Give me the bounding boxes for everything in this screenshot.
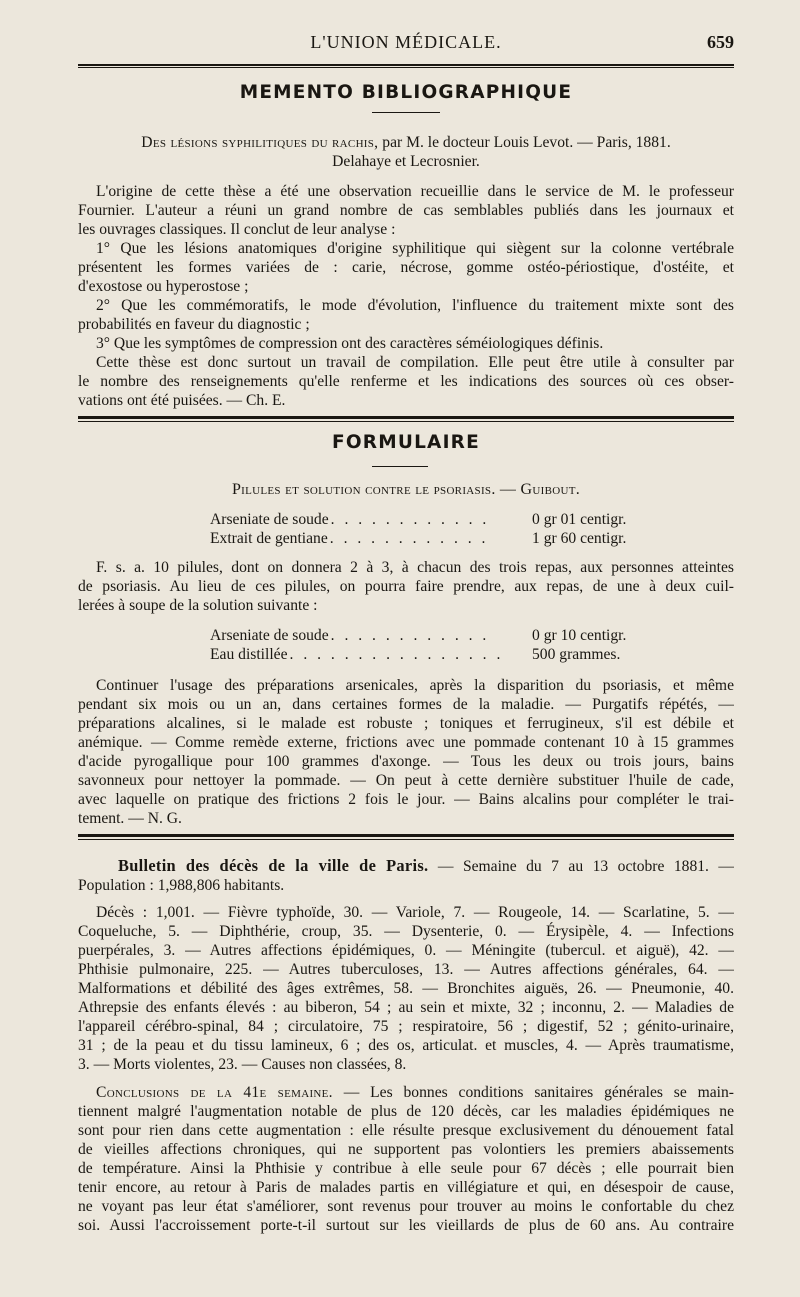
ingredient-quantity: 500 grammes.	[532, 646, 621, 663]
formulaire-subtitle: Pilules et solution contre le psoriasis. — Guibout.	[231, 481, 581, 498]
formulaire-subtitle-block	[78, 480, 734, 499]
text-line: 31 ; de la peau et du tissu lamineux, 6 ; des os, articulat. et muscles, 4. — Après traumatisme,	[78, 1037, 734, 1054]
ingredient-name: Arseniate de soude	[210, 627, 329, 644]
bulletin-heading	[78, 856, 734, 895]
text-line: tiennent malgré l'augmentation notable de plus de 120 décès, car les maladies épidémiques ne	[78, 1103, 734, 1120]
journal-title: L'UNION MÉDICALE.	[310, 32, 502, 52]
bulletin-deces	[78, 903, 734, 1074]
reference-title: Des lésions syphilitiques du rachis,	[141, 134, 379, 151]
text-line: pendant six mois ou un an, dans certaines formes de la maladie. — Purgatifs répétés, —	[78, 696, 734, 713]
section-rule-thin	[78, 421, 734, 422]
section-rule-thin	[78, 839, 734, 840]
text-line: l'appareil cérébro-spinal, 84 ; circulatoire, 75 ; respiratoire, 56 ; digestif, 52 ; génito-urinaire,	[78, 1018, 734, 1035]
text-line: F. s. a. 10 pilules, dont on donnera 2 à 3, à chacun des trois repas, aux personnes atteintes	[96, 559, 734, 576]
text-line: 1° Que les lésions anatomiques d'origine syphilitique qui siègent sur la colonne vertébrale	[96, 240, 734, 257]
text-line: soi. Aussi l'accroissement porte-t-il surtout sur les vieillards de plus de 60 ans. Au contraire	[78, 1217, 734, 1234]
formula-row	[210, 626, 660, 645]
conclusions-intro: — Les bonnes conditions sanitaires générales se main-	[332, 1084, 734, 1101]
bulletin-title: Bulletin des décès de la ville de Paris.	[118, 856, 429, 875]
text-line: de psoriasis. Au lieu de ces pilules, on pourra faire prendre, aux repas, de une à deux cuil-	[78, 578, 734, 595]
text-line: L'origine de cette thèse a été une observation recueillie dans le service de M. le professeur	[96, 183, 734, 200]
text-line: probabilités en faveur du diagnostic ;	[78, 316, 310, 333]
title-underline	[372, 466, 428, 467]
header-rule-thin	[78, 67, 734, 68]
formula-row	[210, 510, 660, 529]
text-line: lerées à soupe de la solution suivante :	[78, 597, 318, 614]
text-line: d'exostose ou hyperostose ;	[78, 278, 249, 295]
formula-row	[210, 645, 660, 664]
text-line: Phthisie pulmonaire, 225. — Autres tuberculoses, 13. — Autres affections générales, 64. —	[78, 961, 734, 978]
text-line: anémique. — Comme remède externe, frictions avec une pommade contenant 10 à 15 grammes	[78, 734, 734, 751]
text-line: savonneux pour nettoyer la pommade. — On peut à cette dernière substituer l'huile de cade,	[78, 772, 734, 789]
text-line: Continuer l'usage des préparations arsenicales, après la disparition du psoriasis, et même	[96, 677, 734, 694]
text-line: tenir encore, au retour à Paris de malades partis en villégiature et qui, en désespoir de cause,	[78, 1179, 734, 1196]
formulaire-para-1	[78, 558, 734, 615]
bulletin-title-line	[78, 856, 734, 876]
text-line: Coqueluche, 5. — Diphthérie, croup, 35. — Dysenterie, 0. — Érysipèle, 4. — Infections	[78, 923, 734, 940]
section-rule	[78, 416, 734, 419]
text-line: sont pour rien dans cette augmentation : elle résulte presque exclusivement du dénouement fatal	[78, 1122, 734, 1139]
leader-dots: . . . . . . . . . . . .	[330, 627, 490, 644]
conclusions-first-line	[78, 1083, 734, 1102]
ingredient-quantity: 0 gr 10 centigr.	[532, 627, 627, 644]
text-line: les ouvrages classiques. Il conclut de leur analyse :	[78, 221, 396, 238]
text-line: d'acide pyrogallique pour 100 grammes d'axonge. — Tous les deux ou trois jours, bains	[78, 753, 734, 770]
formula-row	[210, 529, 660, 548]
ingredient-name: Eau distillée	[210, 646, 288, 663]
text-line: de vieilles affections chroniques, qui ne supportent pas volontiers les premiers abaissements	[78, 1141, 734, 1158]
text-line: de température. Ainsi la Phthisie y contribue à elle seule pour 67 décès ; elle pourrait bien	[78, 1160, 734, 1177]
ingredient-quantity: 1 gr 60 centigr.	[532, 530, 627, 547]
ingredient-name: Arseniate de soude	[210, 511, 329, 528]
memento-title: MEMENTO BIBLIOGRAPHIQUE	[239, 82, 573, 103]
text-line: tement. — N. G.	[78, 810, 182, 827]
text-line: Athrepsie des enfants élevés : au biberon, 54 ; au sein et mixte, 32 ; inconnu, 2. — Maladies de	[78, 999, 734, 1016]
text-line: 2° Que les commémoratifs, le mode d'évolution, l'influence du traitement mixte sont des	[96, 297, 734, 314]
leader-dots: . . . . . . . . . . . . . . . .	[289, 646, 504, 663]
formulaire-title: FORMULAIRE	[332, 432, 480, 453]
leader-dots: . . . . . . . . . . . .	[329, 530, 489, 547]
formula-2	[210, 626, 660, 664]
conclusions-label: Conclusions de la 41e semaine.	[96, 1084, 333, 1101]
memento-body	[78, 182, 734, 410]
text-line: Fournier. L'auteur a réuni un grand nombre de cas semblables publiés dans les journaux et	[78, 202, 734, 219]
running-header	[78, 32, 734, 58]
formula-1	[210, 510, 660, 548]
bulletin-population: Population : 1,988,806 habitants.	[78, 877, 285, 894]
text-line: puerpérales, 3. — Autres affections épidémiques, 0. — Méningite (tubercul. et aiguë), 42. —	[78, 942, 734, 959]
section-rule	[78, 834, 734, 837]
title-underline	[372, 112, 440, 113]
text-line: 3° Que les symptômes de compression ont des caractères séméiologiques définis.	[96, 335, 604, 352]
text-line: préparations alcalines, si le malade est robuste ; toniques et ferrugineux, s'il est débile et	[78, 715, 734, 732]
reference-author: par M. le docteur Louis Levot. — Paris, 1881.	[378, 134, 671, 151]
text-line: Cette thèse est donc surtout un travail de compilation. Elle peut être utile à consulter par	[96, 354, 734, 371]
page-number: 659	[707, 32, 734, 52]
text-line: 3. — Morts violentes, 23. — Causes non classées, 8.	[78, 1056, 407, 1073]
header-rule	[78, 64, 734, 66]
text-line: vations ont été puisées. — Ch. E.	[78, 392, 286, 409]
text-line: Malformations et débilité des âges extrêmes, 58. — Bronchites aiguës, 26. — Pneumonie, 40.	[78, 980, 734, 997]
bulletin-week: — Semaine du 7 au 13 octobre 1881. —	[428, 858, 734, 875]
formulaire-para-2	[78, 676, 734, 828]
ingredient-quantity: 0 gr 01 centigr.	[532, 511, 627, 528]
text-line: avec laquelle on pratique des frictions 2 fois le jour. — Bains alcalins pour compléter le trai-	[78, 791, 734, 808]
leader-dots: . . . . . . . . . . . .	[330, 511, 490, 528]
text-line: présentent les formes variées de : carie, nécrose, gomme ostéo-périostique, d'ostéite, et	[78, 259, 734, 276]
reference-publisher: Delahaye et Lecrosnier.	[332, 153, 480, 170]
text-line: Décès : 1,001. — Fièvre typhoïde, 30. — Variole, 7. — Rougeole, 14. — Scarlatine, 5. —	[96, 904, 734, 921]
memento-reference	[78, 133, 734, 171]
text-line: ne voyant pas leur état s'améliorer, sont revenus pour trouver au moins le confortable du chez	[78, 1198, 734, 1215]
ingredient-name: Extrait de gentiane	[210, 530, 328, 547]
text-line: le nombre des renseignements qu'elle renferme et les indications des sources où ces obser-	[78, 373, 734, 390]
reference-line	[78, 133, 734, 152]
bulletin-conclusions	[78, 1083, 734, 1235]
